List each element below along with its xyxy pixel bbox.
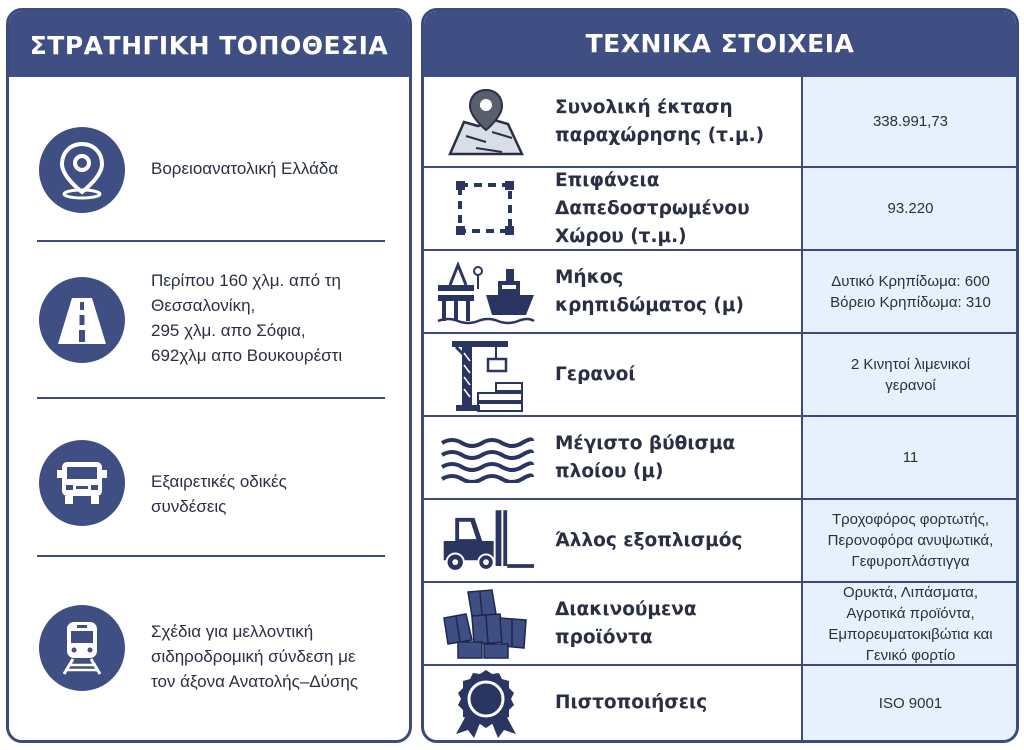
table-row [424, 168, 1016, 251]
row-label: Μήκος κρηπιδώματος (μ) [555, 266, 744, 316]
location-text: Βορειοανατολική Ελλάδα [151, 159, 339, 178]
strategic-location-title: ΣΤΡΑΤΗΓΙΚΗ ΤΟΠΟΘΕΣΙΑ [9, 11, 409, 77]
divider [37, 240, 385, 242]
row-value: 338.991,73 [801, 77, 1018, 166]
table-row [424, 583, 1016, 666]
table-row [424, 334, 1016, 417]
forklift-icon [436, 500, 536, 581]
row-value: Δυτικό Κρηπίδωμα: 600 Βόρειο Κρηπίδωμα: 310 [801, 251, 1018, 332]
location-pin-icon [39, 127, 125, 213]
row-label: Μέγιστο βύθισμα πλοίου (μ) [555, 432, 736, 482]
row-value: 11 [801, 417, 1018, 498]
row-value: ISO 9001 [801, 666, 1018, 740]
row-label: Συνολική έκταση παραχώρησης (τ.μ.) [555, 96, 765, 146]
strategic-location-panel [6, 8, 412, 743]
row-value: Τροχοφόρος φορτωτής, Περονοφόρα ανυψωτικά, Γεφυροπλάστιγγα [801, 500, 1018, 581]
row-value: Ορυκτά, Λιπάσματα, Αγροτικά προϊόντα, Εμπορευματοκιβώτια και Γενικό φορτίο [801, 583, 1018, 664]
port-ship-icon [436, 251, 536, 332]
divider [37, 555, 385, 557]
row-label: Άλλος εξοπλισμός [555, 529, 743, 551]
train-icon [39, 605, 125, 691]
map-pin-icon [436, 77, 536, 166]
row-label: Επιφάνεια Δαπεδοστρωμένου Χώρου (τ.μ.) [555, 169, 750, 247]
table-row [424, 417, 1016, 500]
boxes-icon [436, 583, 536, 664]
certificate-badge-icon [436, 666, 536, 740]
table-row [424, 251, 1016, 334]
table-row [424, 500, 1016, 583]
crane-icon [436, 334, 536, 415]
table-row [424, 666, 1016, 740]
location-text: Περίπου 160 χλμ. από τη Θεσσαλονίκη, 295 χλμ. απο Σόφια, 692χλμ απο Βουκουρέστι [151, 271, 343, 365]
waves-icon [436, 417, 536, 498]
truck-icon [39, 440, 125, 526]
row-label: Διακινούμενα προϊόντα [555, 598, 697, 648]
location-text: Εξαιρετικές οδικές συνδέσεις [151, 472, 287, 516]
road-icon [39, 277, 125, 363]
location-text: Σχέδια για μελλοντική σιδηροδρομική σύνδεση με τον άξονα Ανατολής–Δύσης [151, 622, 359, 691]
row-label: Πιστοποιήσεις [555, 692, 708, 713]
technical-data-title: ΤΕΧΝΙΚΑ ΣΤΟΙΧΕΙΑ [424, 11, 1016, 77]
dashed-square-icon [436, 168, 536, 249]
table-row [424, 77, 1016, 168]
row-label: Γερανοί [555, 363, 636, 385]
row-value: 2 Κινητοί λιμενικοί γερανοί [801, 334, 1018, 415]
technical-data-panel [421, 8, 1019, 743]
row-value: 93.220 [801, 168, 1018, 249]
divider [37, 397, 385, 399]
